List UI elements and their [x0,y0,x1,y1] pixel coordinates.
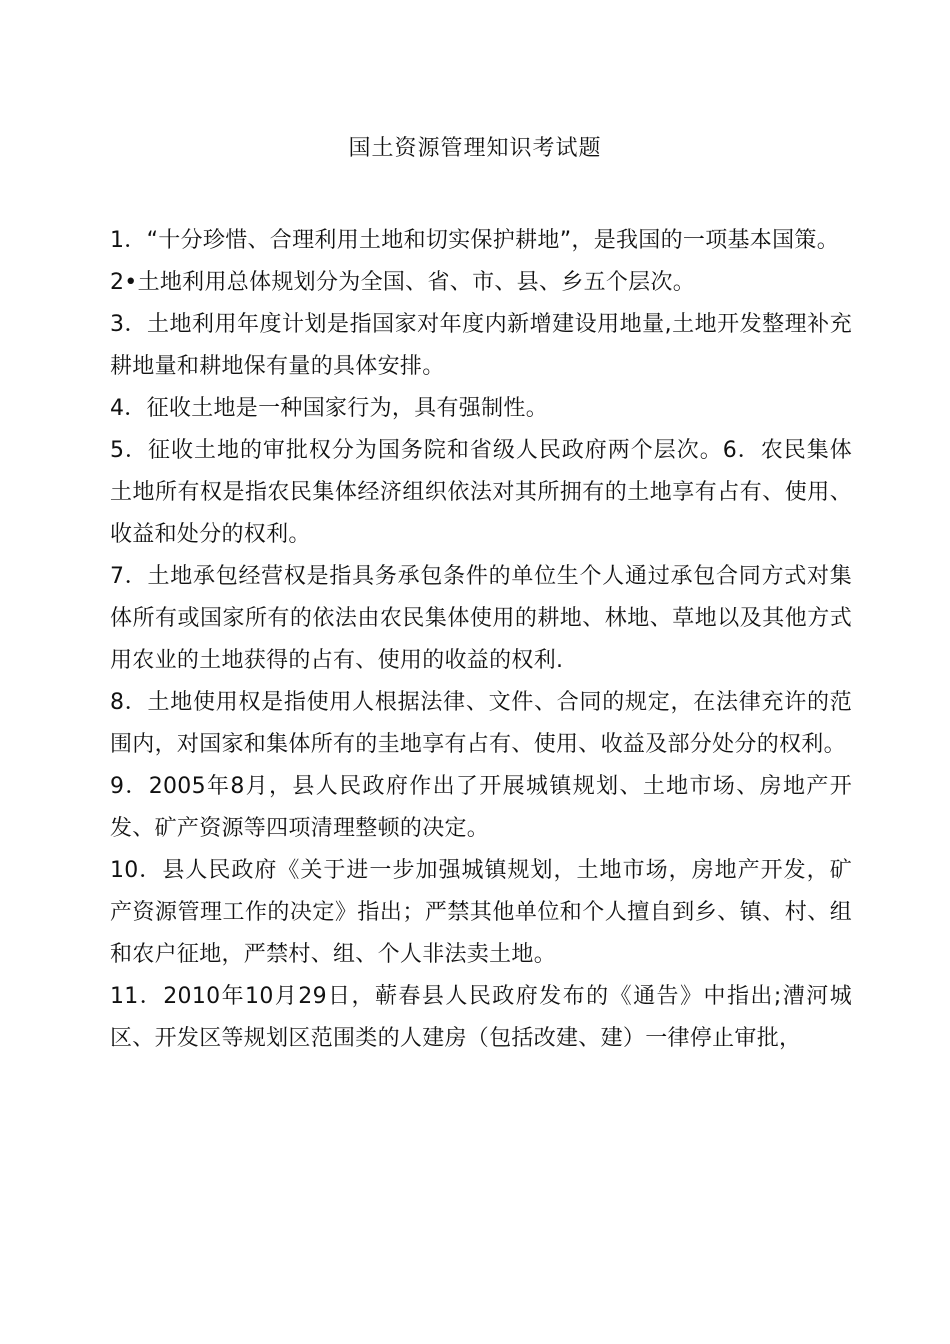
question-8: 8．土地使用权是指使用人根据法律、文件、合同的规定，在法律充许的范围内，对国家和集体所有的圭地享有占有、使用、收益及部分处分的权利。 [110,690,852,757]
question-3: 3．土地利用年度计划是指国家对年度内新增建设用地量,土地开发整理补充耕地量和耕地保有量的具体安排。 [110,312,852,379]
question-1: 1．“十分珍惜、合理利用土地和切实保护耕地”，是我国的一项基本国策。 [110,228,839,253]
document-body [110,220,852,1060]
question-10: 10．县人民政府《关于进一步加强城镇规划，土地市场，房地产开发，矿产资源管理工作的决定》指出；严禁其他单位和个人擅自到乡、镇、村、组和农户征地，严禁村、组、个人非法卖土地。 [110,858,852,967]
question-7: 7．土地承包经营权是指具务承包条件的单位生个人通过承包合同方式对集体所有或国家所有的依法由农民集体使用的耕地、林地、草地以及其他方式用农业的土地获得的占有、使用的收益的权利. [110,564,852,673]
question-9: 9．2005年8月，县人民政府作出了开展城镇规划、土地市场、房地产开发、矿产资源等四项清理整顿的决定。 [110,774,852,841]
question-5-6: 5．征收土地的审批权分为国务院和省级人民政府两个层次。6．农民集体土地所有权是指农民集体经济组织依法对其所拥有的土地享有占有、使用、收益和处分的权利。 [110,438,852,547]
question-2: 2•土地利用总体规划分为全国、省、市、县、乡五个层次。 [110,270,696,295]
question-4: 4．征收土地是一种国家行为，具有强制性。 [110,396,548,421]
document-title: 国土资源管理知识考试题 [348,136,602,161]
question-11: 11．2010年10月29日，蕲春县人民政府发布的《通告》中指出;漕河城区、开发区等规划区范围类的人建房（包括改建、建）一律停止审批， [110,984,852,1051]
